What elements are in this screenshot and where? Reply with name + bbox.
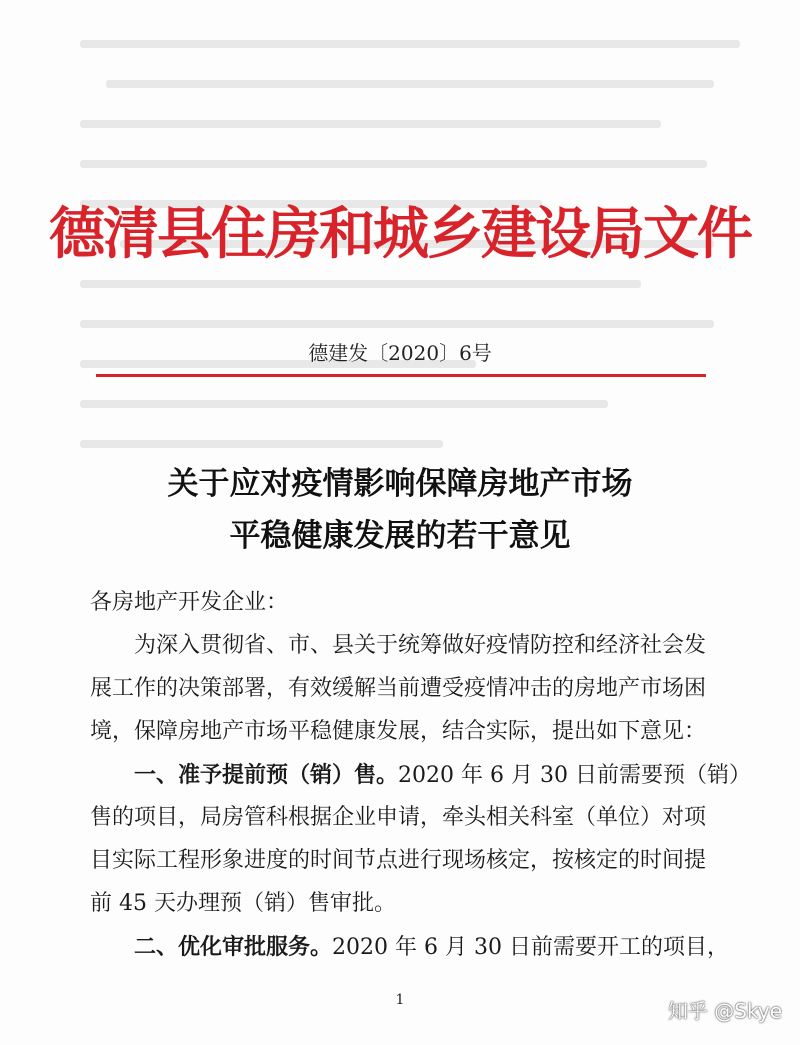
item-1-heading: 一、准予提前预（销）售。 xyxy=(134,762,399,788)
intro-line-1: 为深入贯彻省、市、县关于统筹做好疫情防控和经济社会发 xyxy=(134,633,707,658)
page-number: 1 xyxy=(395,992,405,1008)
item-1-text: 2020 年 6 月 30 日前需要预（销） xyxy=(398,763,751,788)
red-divider-line xyxy=(96,374,706,377)
item-2-heading: 二、优化审批服务。 xyxy=(134,934,333,960)
item-1-line-3: 目实际工程形象进度的时间节点进行现场核定，按核定的时间提 xyxy=(90,848,707,873)
watermark: 知乎 @Skye xyxy=(667,999,782,1023)
intro-line-3: 境，保障房地产市场平稳健康发展，结合实际，提出如下意见： xyxy=(90,719,707,744)
salutation: 各房地产开发企业： xyxy=(90,590,289,615)
agency-title: 德清县住房和城乡建设局文件 xyxy=(49,201,751,267)
document-title-line-2: 平稳健康发展的若干意见 xyxy=(229,518,571,554)
document-title-line-1: 关于应对疫情影响保障房地产市场 xyxy=(167,466,633,502)
item-1-line-2: 售的项目，局房管科根据企业申请，牵头相关科室（单位）对项 xyxy=(90,805,707,830)
item-1-line-4: 前 45 天办理预（销）售审批。 xyxy=(90,891,396,916)
bleed-through-text xyxy=(80,40,740,500)
item-1-first-line xyxy=(90,760,751,791)
document-number: 德建发〔2020〕6号 xyxy=(308,341,492,365)
intro-line-2: 展工作的决策部署，有效缓解当前遭受疫情冲击的房地产市场困 xyxy=(90,676,707,701)
item-2-first-line xyxy=(90,932,729,963)
item-2-text: 2020 年 6 月 30 日前需要开工的项目， xyxy=(332,935,729,960)
